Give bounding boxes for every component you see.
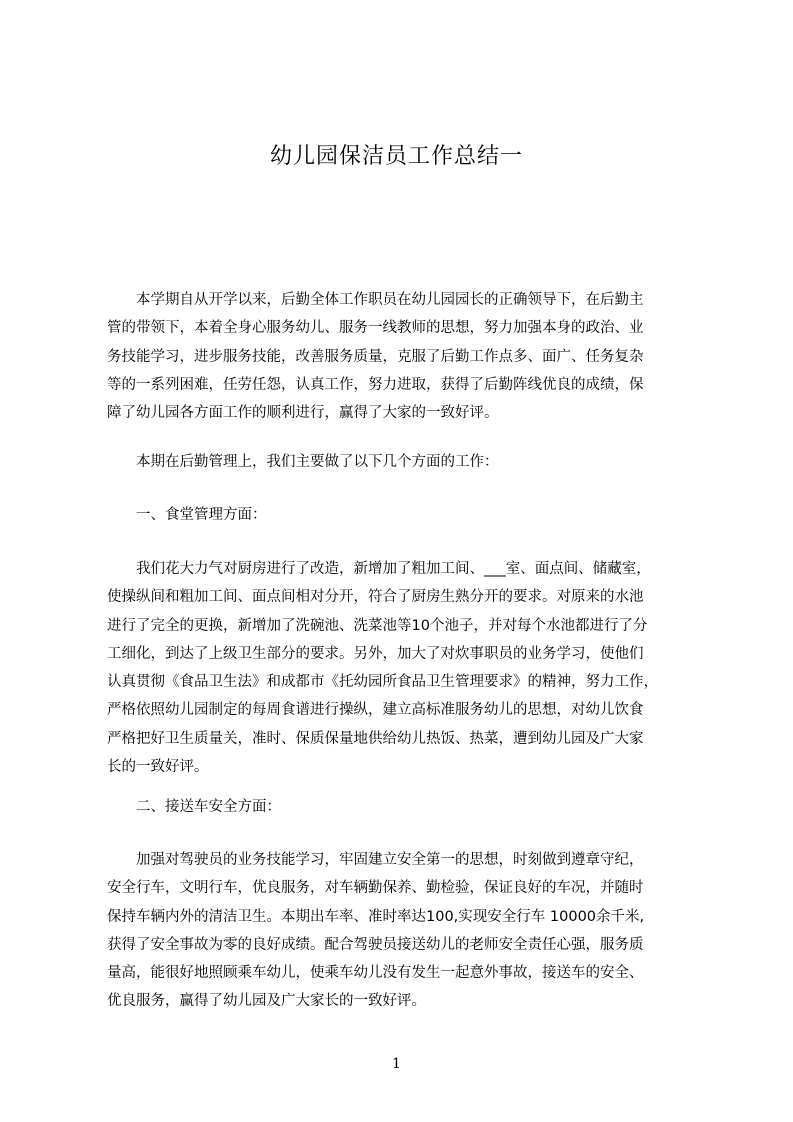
text-line: 本学期自从开学以来，后勤全体工作职员在幼儿园园长的正确领导下，在后勤主 xyxy=(136,292,644,308)
text-line: 认真贯彻《食品卫生法》和成都市《托幼园所食品卫生管理要求》的精神，努力工作， xyxy=(107,674,658,691)
text-line: 优良服务，赢得了幼儿园及广大家长的一致好评。 xyxy=(107,993,426,1010)
text-line: 进行了完全的更换，新增加了洗碗池、洗菜池等10个池子，并对每个水池都进行了分 xyxy=(107,617,648,634)
text-line: 障了幼儿园各方面工作的顺利进行，赢得了大家的一致好评。 xyxy=(107,405,499,422)
text-line: 管的带领下，本着全身心服务幼儿、服务一线教师的思想，努力加强本身的政治、业 xyxy=(107,320,644,337)
text-line: 我们花大力气对厨房进行了改造，新增加了粗加工间、___室、面点间、储藏室， xyxy=(136,561,651,577)
paragraph-intro xyxy=(107,286,697,427)
section-heading-shuttle xyxy=(107,793,697,821)
section-heading-canteen xyxy=(107,501,697,529)
text-line: 严格依照幼儿园制定的每周食谱进行操纵，建立高标准服务幼儿的思想，对幼儿饮食 xyxy=(107,702,644,719)
text-line: 严格把好卫生质量关，准时、保质保量地供给幼儿热饭、热菜，遭到幼儿园及广大家 xyxy=(107,730,644,747)
text-line: 安全行车，文明行车，优良服务，对车辆勤保养、勤检验，保证良好的车况，并随时 xyxy=(107,880,644,897)
text-line: 量高，能很好地照顾乘车幼儿，使乘车幼儿没有发生一起意外事故，接送车的安全、 xyxy=(107,965,644,982)
text-line: 加强对驾驶员的业务技能学习，牢固建立安全第一的思想，时刻做到遵章守纪， xyxy=(136,852,644,868)
paragraph-canteen xyxy=(107,555,697,781)
text-line: 工细化，到达了上级卫生部分的要求。另外，加大了对炊事职员的业务学习，使他们 xyxy=(107,645,644,662)
page-number: 1 xyxy=(392,1056,401,1072)
paragraph-overview xyxy=(107,448,697,476)
text-line: 本期在后勤管理上，我们主要做了以下几个方面的工作： xyxy=(136,454,499,470)
text-line: 获得了安全事故为零的良好成绩。配合驾驶员接送幼儿的老师安全责任心强，服务质 xyxy=(107,936,644,953)
text-line: 等的一系列困难，任劳任怨，认真工作，努力进取，获得了后勤阵线优良的成绩，保 xyxy=(107,376,644,393)
text-line: 务技能学习，进步服务技能，改善服务质量，克服了后勤工作点多、面广、任务复杂 xyxy=(107,348,644,365)
document-title: 幼儿园保洁员工作总结一 xyxy=(269,144,523,169)
text-line: 长的一致好评。 xyxy=(107,759,209,776)
text-line: 保持车辆内外的清洁卫生。本期出车率、准时率达100,实现安全行车 10000余千米, xyxy=(107,908,645,925)
text-line: 使操纵间和粗加工间、面点间相对分开，符合了厨房生熟分开的要求。对原来的水池 xyxy=(107,589,644,606)
section-heading: 一、食堂管理方面： xyxy=(136,507,267,523)
section-heading: 二、接送车安全方面： xyxy=(136,799,281,815)
paragraph-shuttle xyxy=(107,846,697,1016)
